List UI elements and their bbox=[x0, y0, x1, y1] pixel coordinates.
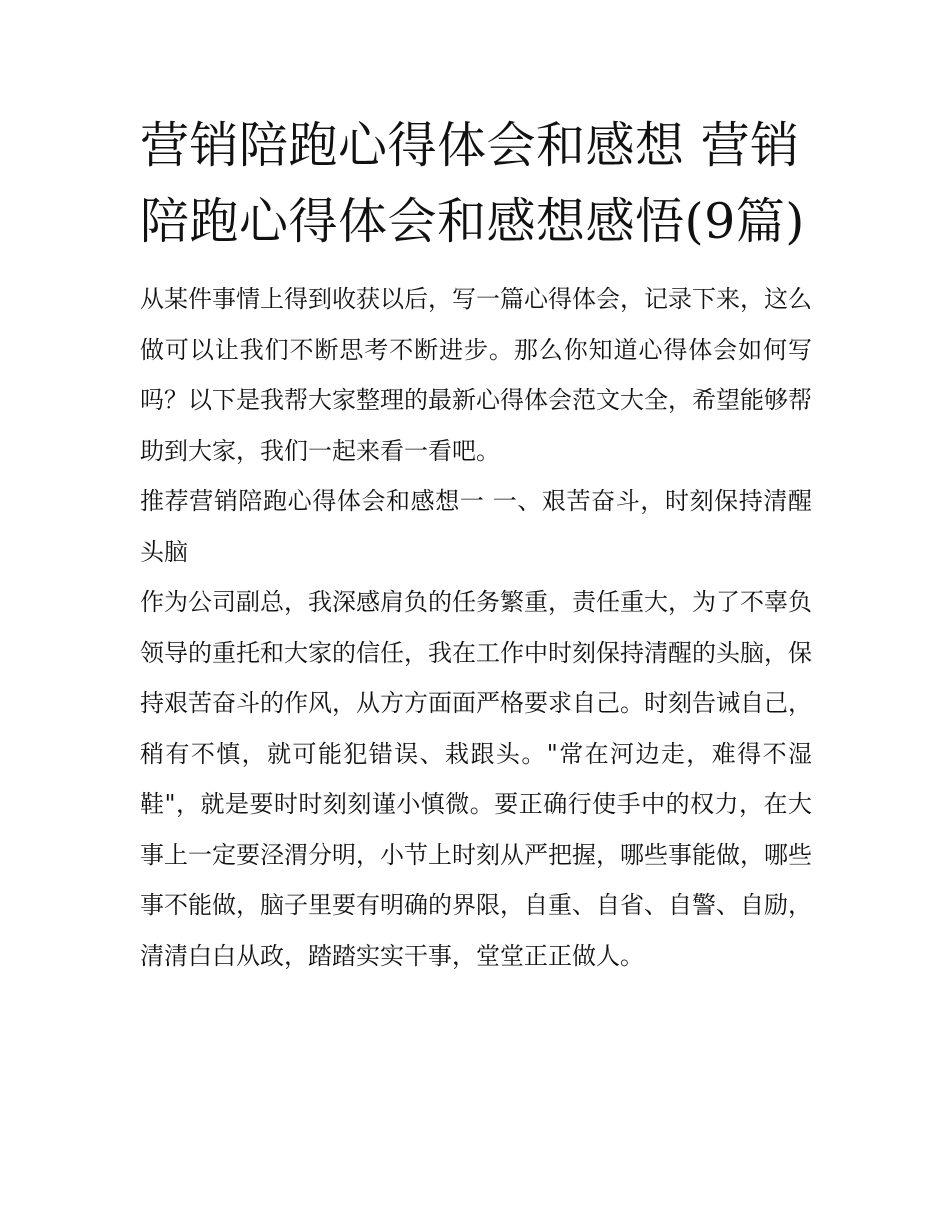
body-paragraph: 作为公司副总，我深感肩负的任务繁重，责任重大，为了不辜负领导的重托和大家的信任，我在工作中时刻保持清醒的头脑，保持艰苦奋斗的作风，从方方面面严格要求自己。时刻告诫自己，稍有不慎，就可能犯错误、栽跟头。"常在河边走，难得不湿鞋"，就是要时时刻刻谨小慎微。要正确行使手中的权力，在大事上一定要泾渭分明，小节上时刻从严把握，哪些事能做，哪些事不能做，脑子里要有明确的界限，自重、自省、自警、自励，清清白白从政，踏踏实实干事，堂堂正正做人。 bbox=[140, 588, 812, 970]
document-content bbox=[140, 108, 812, 981]
document-body bbox=[140, 274, 812, 981]
document-title: 营销陪跑心得体会和感想 营销陪跑心得体会和感想感悟(9篇) bbox=[140, 117, 805, 250]
intro-paragraph: 从某件事情上得到收获以后，写一篇心得体会，记录下来，这么做可以让我们不断思考不断进步。那么你知道心得体会如何写吗？以下是我帮大家整理的最新心得体会范文大全，希望能够帮助到大家，我们一起来看一看吧。 bbox=[140, 285, 812, 465]
section-heading-paragraph: 推荐营销陪跑心得体会和感想一 一、艰苦奋斗，时刻保持清醒头脑 bbox=[140, 487, 812, 566]
